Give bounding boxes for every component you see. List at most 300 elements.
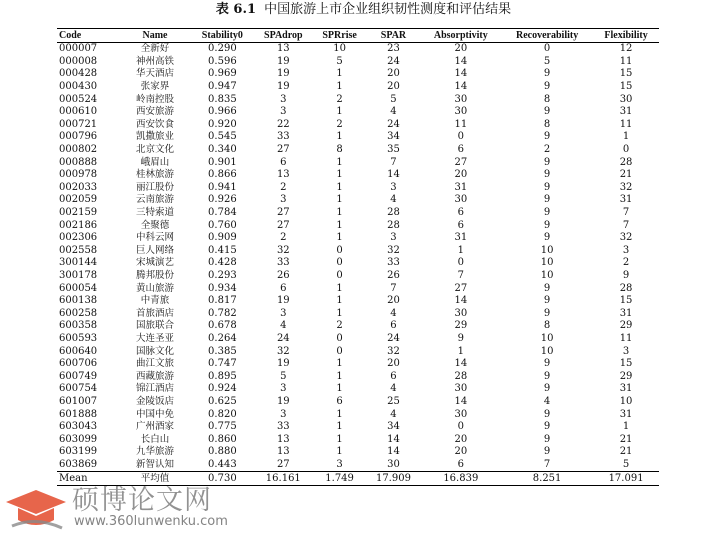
cell-code: 603099 — [59, 433, 98, 445]
table-row — [57, 106, 659, 119]
cell-name: 岭南控股 — [135, 93, 174, 105]
cell-code: 603043 — [59, 421, 98, 433]
mean-recoverability: 8.251 — [532, 472, 562, 484]
table-row — [57, 270, 659, 283]
cell-absorptivity: 11 — [454, 118, 468, 130]
cell-spadrop: 13 — [276, 169, 290, 181]
cell-flexibility: 7 — [622, 219, 630, 231]
cell-spar: 35 — [387, 144, 400, 156]
site-watermark — [4, 480, 274, 550]
cell-spadrop: 19 — [276, 55, 290, 67]
table-row — [57, 396, 659, 409]
cell-spadrop: 6 — [280, 156, 287, 168]
cell-spadrop: 13 — [276, 43, 290, 55]
cell-absorptivity: 30 — [454, 307, 468, 319]
cell-spadrop: 33 — [276, 257, 290, 269]
cell-flexibility: 10 — [619, 395, 633, 407]
cell-code: 000524 — [59, 93, 98, 105]
table-row — [57, 245, 659, 258]
cell-sprrise: 5 — [336, 55, 343, 67]
cell-flexibility: 31 — [619, 383, 633, 395]
header-name: Name — [142, 29, 168, 41]
cell-absorptivity: 0 — [457, 131, 464, 143]
cell-sprrise: 0 — [336, 257, 343, 269]
cell-recoverability: 10 — [540, 244, 554, 256]
header-stability0: Stability0 — [201, 29, 243, 41]
cell-name: 华天酒店 — [135, 68, 174, 80]
table-row — [57, 194, 659, 207]
cell-flexibility: 32 — [619, 232, 633, 244]
cell-name: 国旅联合 — [135, 320, 174, 332]
cell-flexibility: 21 — [619, 169, 633, 181]
cell-flexibility: 7 — [622, 207, 630, 219]
cell-flexibility: 3 — [622, 345, 630, 357]
cell-absorptivity: 27 — [454, 156, 468, 168]
table-row — [57, 307, 659, 320]
cell-name: 九华旅游 — [135, 446, 174, 458]
cell-spadrop: 2 — [280, 181, 287, 193]
cell-spar: 7 — [390, 156, 397, 168]
cell-absorptivity: 20 — [454, 433, 468, 445]
table-row — [57, 433, 659, 446]
table-row — [57, 119, 659, 132]
cell-spadrop: 3 — [280, 383, 287, 395]
cell-spar: 4 — [390, 383, 397, 395]
cell-name: 金陵饭店 — [135, 395, 174, 407]
cell-spadrop: 19 — [276, 68, 290, 80]
cell-name: 宋城演艺 — [135, 257, 174, 269]
cell-flexibility: 31 — [619, 194, 633, 206]
cell-spadrop: 32 — [276, 345, 290, 357]
cell-sprrise: 1 — [336, 81, 343, 93]
cell-spadrop: 33 — [276, 421, 290, 433]
table-row — [57, 207, 659, 220]
cell-spar: 14 — [387, 169, 400, 181]
table-body — [57, 43, 659, 472]
cell-recoverability: 9 — [543, 194, 551, 206]
cell-flexibility: 15 — [619, 295, 633, 307]
cell-stability0: 0.428 — [208, 257, 237, 269]
cell-recoverability: 10 — [540, 257, 554, 269]
cell-name: 云南旅游 — [135, 194, 174, 206]
cell-absorptivity: 31 — [454, 232, 468, 244]
cell-stability0: 0.924 — [208, 383, 237, 395]
cell-flexibility: 15 — [619, 68, 633, 80]
header-spadrop: SPAdrop — [264, 29, 303, 41]
table-row — [57, 383, 659, 396]
cell-sprrise: 1 — [336, 370, 343, 382]
cell-recoverability: 9 — [543, 307, 551, 319]
cell-spadrop: 19 — [276, 395, 290, 407]
cell-code: 600358 — [59, 320, 98, 332]
cell-sprrise: 1 — [336, 307, 343, 319]
table-row — [57, 156, 659, 169]
cell-code: 002159 — [59, 207, 98, 219]
cell-flexibility: 32 — [619, 181, 633, 193]
cell-code: 000978 — [59, 169, 98, 181]
mean-label-cn: 平均值 — [140, 472, 170, 484]
cell-absorptivity: 14 — [454, 395, 468, 407]
cell-name: 三特索道 — [135, 207, 174, 219]
cell-recoverability: 8 — [543, 93, 551, 105]
cell-spar: 6 — [390, 320, 397, 332]
cell-recoverability: 9 — [543, 383, 551, 395]
cell-recoverability: 9 — [543, 106, 551, 118]
cell-recoverability: 10 — [540, 332, 554, 344]
cell-stability0: 0.625 — [208, 395, 237, 407]
cell-stability0: 0.909 — [208, 232, 237, 244]
table-row — [57, 81, 659, 94]
cell-spar: 20 — [387, 295, 400, 307]
cell-recoverability: 9 — [543, 295, 551, 307]
cell-code: 000008 — [59, 55, 98, 67]
cell-spadrop: 4 — [280, 320, 287, 332]
cell-flexibility: 30 — [619, 93, 633, 105]
cell-flexibility: 0 — [622, 144, 630, 156]
cell-stability0: 0.969 — [208, 68, 237, 80]
caption-title: 中国旅游上市企业组织韧性测度和评估结果 — [264, 2, 512, 17]
cell-spadrop: 32 — [276, 244, 290, 256]
table-row — [57, 446, 659, 459]
resilience-table — [57, 28, 659, 486]
cell-code: 000428 — [59, 68, 98, 80]
cell-sprrise: 2 — [336, 118, 343, 130]
cell-stability0: 0.415 — [208, 244, 237, 256]
cell-stability0: 0.747 — [208, 358, 237, 370]
cell-name: 新智认知 — [135, 458, 174, 470]
cell-spadrop: 27 — [276, 144, 290, 156]
cell-spar: 3 — [390, 181, 397, 193]
cell-name: 中科云网 — [135, 232, 174, 244]
cell-code: 300144 — [59, 257, 98, 269]
cell-stability0: 0.866 — [208, 169, 237, 181]
table-row — [57, 358, 659, 371]
cell-spar: 24 — [387, 118, 400, 130]
cell-recoverability: 0 — [543, 43, 551, 55]
cell-code: 000888 — [59, 156, 98, 168]
cell-flexibility: 11 — [619, 332, 633, 344]
cell-recoverability: 9 — [543, 68, 551, 80]
cell-absorptivity: 6 — [457, 458, 464, 470]
cell-spadrop: 3 — [280, 194, 287, 206]
cell-sprrise: 1 — [336, 219, 343, 231]
cell-sprrise: 0 — [336, 244, 343, 256]
cell-spadrop: 26 — [276, 269, 290, 281]
cell-stability0: 0.835 — [208, 93, 237, 105]
cell-flexibility: 11 — [619, 118, 633, 130]
cell-absorptivity: 20 — [454, 446, 468, 458]
cell-absorptivity: 31 — [454, 181, 468, 193]
cell-stability0: 0.782 — [208, 307, 237, 319]
cell-recoverability: 9 — [543, 131, 551, 143]
cell-recoverability: 9 — [543, 181, 551, 193]
cell-recoverability: 8 — [543, 118, 551, 130]
cell-code: 000007 — [59, 43, 98, 55]
cell-flexibility: 31 — [619, 307, 633, 319]
cell-stability0: 0.784 — [208, 207, 237, 219]
cell-code: 601888 — [59, 408, 98, 420]
mean-flexibility: 17.091 — [608, 472, 644, 484]
cell-flexibility: 3 — [622, 244, 630, 256]
cell-absorptivity: 30 — [454, 383, 468, 395]
cell-sprrise: 1 — [336, 421, 343, 433]
cell-spar: 34 — [387, 131, 400, 143]
cell-absorptivity: 14 — [454, 81, 468, 93]
cell-code: 600640 — [59, 345, 98, 357]
cell-name: 峨眉山 — [140, 156, 170, 168]
table-caption — [0, 0, 727, 19]
cell-spadrop: 27 — [276, 219, 290, 231]
cell-stability0: 0.895 — [208, 370, 237, 382]
cell-absorptivity: 0 — [457, 421, 464, 433]
cell-code: 300178 — [59, 269, 98, 281]
table-row — [57, 408, 659, 421]
cell-code: 603869 — [59, 458, 98, 470]
cell-spadrop: 27 — [276, 458, 290, 470]
cell-absorptivity: 29 — [454, 320, 468, 332]
cell-flexibility: 29 — [619, 320, 633, 332]
cell-name: 全新好 — [140, 43, 170, 55]
header-sprrise: SPRrise — [322, 29, 357, 41]
cell-spar: 4 — [390, 106, 397, 118]
cell-spar: 30 — [387, 458, 400, 470]
cell-sprrise: 1 — [336, 106, 343, 118]
cell-spadrop: 19 — [276, 295, 290, 307]
cell-flexibility: 12 — [619, 43, 633, 55]
mean-row — [57, 472, 659, 486]
cell-sprrise: 1 — [336, 232, 343, 244]
cell-absorptivity: 6 — [457, 219, 464, 231]
cell-absorptivity: 30 — [454, 194, 468, 206]
cell-spar: 20 — [387, 68, 400, 80]
cell-sprrise: 1 — [336, 181, 343, 193]
table-row — [57, 421, 659, 434]
cell-code: 000430 — [59, 81, 98, 93]
cell-name: 凯撒旅业 — [135, 131, 174, 143]
mean-sprrise: 1.749 — [325, 472, 354, 484]
cell-spar: 3 — [390, 232, 397, 244]
cell-sprrise: 8 — [336, 144, 343, 156]
cell-name: 中青旅 — [140, 295, 170, 307]
header-flexibility: Flexibility — [604, 29, 648, 41]
cell-code: 603199 — [59, 446, 98, 458]
table-row — [57, 282, 659, 295]
header-code: Code — [59, 29, 82, 41]
cell-spar: 24 — [387, 55, 400, 67]
cell-name: 国脉文化 — [135, 345, 174, 357]
cell-sprrise: 1 — [336, 282, 343, 294]
cell-name: 丽江股份 — [135, 181, 174, 193]
table-row — [57, 144, 659, 157]
cell-name: 锦江酒店 — [135, 383, 174, 395]
cell-name: 神州高铁 — [135, 55, 174, 67]
cell-spadrop: 24 — [276, 332, 290, 344]
cell-name: 全聚德 — [140, 219, 170, 231]
cell-code: 600749 — [59, 370, 98, 382]
cell-stability0: 0.941 — [208, 181, 237, 193]
cell-recoverability: 9 — [543, 219, 551, 231]
mean-stability0: 0.730 — [208, 472, 237, 484]
cell-stability0: 0.947 — [208, 81, 237, 93]
table-row — [57, 459, 659, 472]
cell-absorptivity: 30 — [454, 106, 468, 118]
cell-absorptivity: 6 — [457, 207, 464, 219]
table-row — [57, 56, 659, 69]
cell-sprrise: 1 — [336, 433, 343, 445]
cell-code: 002306 — [59, 232, 98, 244]
cell-absorptivity: 30 — [454, 408, 468, 420]
cell-name: 黄山旅游 — [135, 282, 174, 294]
cell-spar: 24 — [387, 332, 400, 344]
cell-spar: 14 — [387, 446, 400, 458]
cell-stability0: 0.596 — [208, 55, 237, 67]
cell-recoverability: 9 — [543, 421, 551, 433]
cell-spar: 34 — [387, 421, 400, 433]
mean-label: Mean — [59, 472, 88, 484]
cell-code: 600054 — [59, 282, 98, 294]
cell-stability0: 0.920 — [208, 118, 237, 130]
cell-absorptivity: 20 — [454, 169, 468, 181]
cell-stability0: 0.926 — [208, 194, 237, 206]
cell-name: 张家界 — [140, 81, 170, 93]
cell-sprrise: 1 — [336, 358, 343, 370]
cell-sprrise: 1 — [336, 68, 343, 80]
cell-absorptivity: 0 — [457, 257, 464, 269]
cell-stability0: 0.966 — [208, 106, 237, 118]
cell-stability0: 0.820 — [208, 408, 237, 420]
cell-stability0: 0.860 — [208, 433, 237, 445]
cell-stability0: 0.340 — [208, 144, 237, 156]
cell-absorptivity: 14 — [454, 358, 468, 370]
cell-name: 大连圣亚 — [135, 332, 174, 344]
cell-spadrop: 3 — [280, 106, 287, 118]
mean-spar: 17.909 — [375, 472, 411, 484]
cell-stability0: 0.290 — [208, 43, 237, 55]
cell-code: 000802 — [59, 144, 98, 156]
cell-flexibility: 11 — [619, 55, 633, 67]
cell-spadrop: 3 — [280, 93, 287, 105]
table-row — [57, 219, 659, 232]
cell-code: 002059 — [59, 194, 98, 206]
cell-sprrise: 1 — [336, 383, 343, 395]
table-row — [57, 131, 659, 144]
cell-sprrise: 1 — [336, 408, 343, 420]
cell-flexibility: 21 — [619, 433, 633, 445]
table-row — [57, 232, 659, 245]
cell-sprrise: 0 — [336, 332, 343, 344]
cell-spadrop: 19 — [276, 358, 290, 370]
cell-name: 西藏旅游 — [135, 370, 174, 382]
cell-flexibility: 31 — [619, 106, 633, 118]
cell-code: 601007 — [59, 395, 98, 407]
cell-stability0: 0.934 — [208, 282, 237, 294]
cell-sprrise: 1 — [336, 131, 343, 143]
cell-flexibility: 31 — [619, 408, 633, 420]
table-row — [57, 68, 659, 81]
cell-stability0: 0.545 — [208, 131, 237, 143]
cell-sprrise: 0 — [336, 269, 343, 281]
cell-flexibility: 5 — [622, 458, 630, 470]
cell-spadrop: 19 — [276, 81, 290, 93]
cell-absorptivity: 30 — [454, 93, 468, 105]
table-row — [57, 370, 659, 383]
cell-recoverability: 9 — [543, 81, 551, 93]
cell-stability0: 0.817 — [208, 295, 237, 307]
cell-absorptivity: 27 — [454, 282, 468, 294]
cell-stability0: 0.293 — [208, 269, 237, 281]
cell-recoverability: 9 — [543, 169, 551, 181]
cell-spadrop: 3 — [280, 408, 287, 420]
cell-recoverability: 9 — [543, 433, 551, 445]
cell-spar: 6 — [390, 370, 397, 382]
cell-flexibility: 15 — [619, 358, 633, 370]
cell-sprrise: 1 — [336, 156, 343, 168]
cell-spar: 20 — [387, 358, 400, 370]
cell-spadrop: 13 — [276, 446, 290, 458]
cell-flexibility: 2 — [622, 257, 630, 269]
watermark-url: www.360lunwenku.com — [74, 514, 228, 529]
cell-recoverability: 9 — [543, 408, 551, 420]
table-row — [57, 345, 659, 358]
cell-name: 曲江文旅 — [135, 358, 174, 370]
table-row — [57, 93, 659, 106]
cell-recoverability: 9 — [543, 207, 551, 219]
cell-spar: 32 — [387, 244, 400, 256]
cell-sprrise: 1 — [336, 446, 343, 458]
cell-spar: 4 — [390, 408, 397, 420]
header-recoverability: Recoverability — [516, 29, 579, 41]
cell-flexibility: 28 — [619, 156, 633, 168]
cell-recoverability: 9 — [543, 156, 551, 168]
cell-stability0: 0.385 — [208, 345, 237, 357]
cell-name: 桂林旅游 — [135, 169, 174, 181]
cell-absorptivity: 1 — [457, 345, 464, 357]
cell-name: 首旅酒店 — [135, 307, 174, 319]
graduation-cap-icon — [4, 486, 68, 536]
cell-spar: 25 — [387, 395, 400, 407]
header-absorptivity: Absorptivity — [433, 29, 488, 41]
cell-recoverability: 7 — [543, 458, 551, 470]
cell-stability0: 0.264 — [208, 332, 237, 344]
cell-name: 西安旅游 — [135, 106, 174, 118]
cell-flexibility: 1 — [622, 421, 630, 433]
cell-name: 长白山 — [140, 433, 170, 445]
cell-sprrise: 10 — [333, 43, 346, 55]
cell-absorptivity: 7 — [457, 269, 464, 281]
cell-absorptivity: 1 — [457, 244, 464, 256]
cell-name: 中国中免 — [135, 408, 174, 420]
cell-code: 600593 — [59, 332, 98, 344]
cell-code: 000610 — [59, 106, 98, 118]
cell-absorptivity: 14 — [454, 295, 468, 307]
cell-flexibility: 28 — [619, 282, 633, 294]
table-row — [57, 320, 659, 333]
cell-spar: 5 — [390, 93, 397, 105]
cell-name: 广州酒家 — [135, 421, 174, 433]
header-row — [57, 29, 659, 43]
cell-spadrop: 33 — [276, 131, 290, 143]
cell-recoverability: 9 — [543, 232, 551, 244]
cell-recoverability: 2 — [543, 144, 551, 156]
cell-flexibility: 15 — [619, 81, 633, 93]
cell-spadrop: 22 — [276, 118, 290, 130]
cell-stability0: 0.760 — [208, 219, 237, 231]
cell-spar: 28 — [387, 207, 400, 219]
cell-stability0: 0.443 — [208, 458, 237, 470]
cell-sprrise: 3 — [336, 458, 343, 470]
cell-spar: 32 — [387, 345, 400, 357]
cell-spar: 14 — [387, 433, 400, 445]
